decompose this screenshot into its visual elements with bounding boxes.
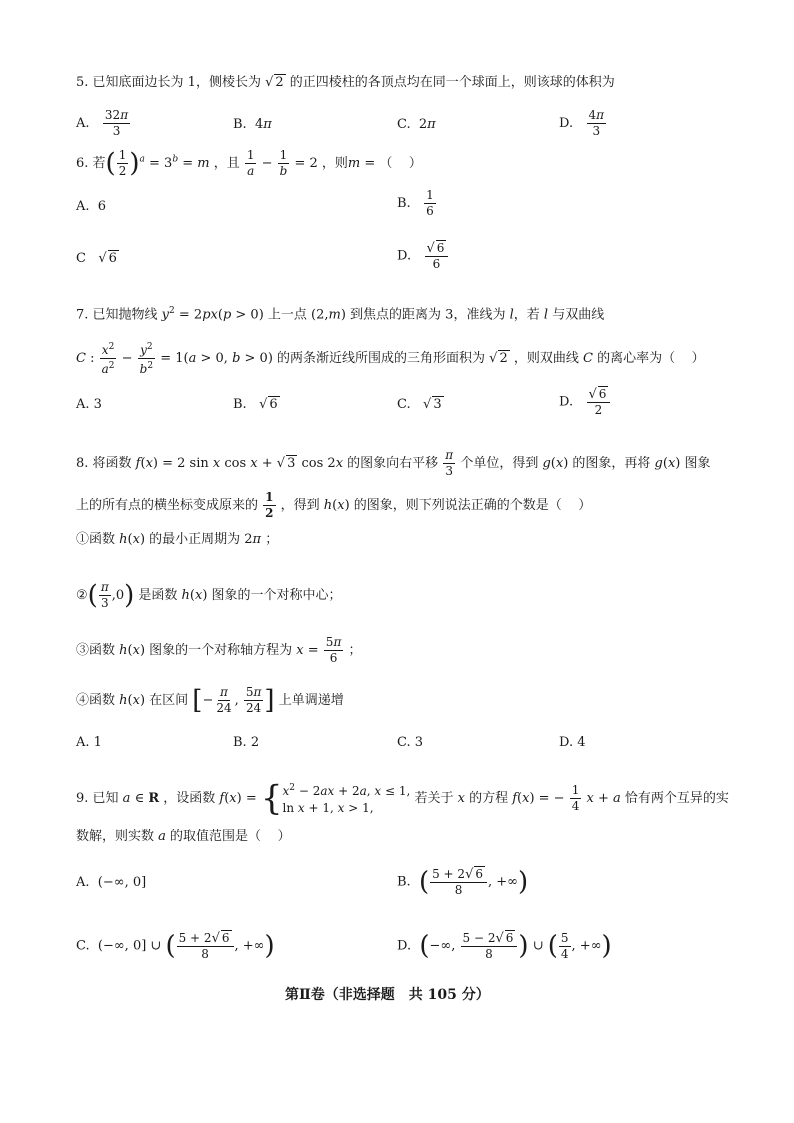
q8-item-4: ④函数 h(x) 在区间 [− $\frac{\pi}{24}$ , $\frac{5\pi}{24}$ ] 上单调递增: [76, 685, 344, 716]
q9-option-d: D. (−∞, $\frac{5 - 2√ 6}{8}$ ) ∪ ( $\frac{5}{4}$ , +∞): [397, 930, 612, 961]
q6-stem: 6. 若( $\frac{1}{2}$ )$^a = 3^b = m$ ，且 $\frac{1}{a}$ − $\frac{1}{b}$ = 2 ，则m = （ ）: [76, 148, 422, 179]
q8-stem-line2: 上的所有点的横坐标变成原来的 $\frac{1}{2}$ ，得到 h(x) 的图象，则下列说法正确的个数是（ ）: [76, 490, 592, 520]
q6-option-c: C √ 6: [76, 251, 117, 266]
q8-option-c: C. 3: [397, 735, 424, 750]
q8-item-1: ①函数 h(x) 的最小正周期为 2π ；: [76, 532, 279, 547]
q6-option-d: D. $\frac{√ 6}{6}$: [397, 240, 449, 272]
q9-stem-line1: 9. 已知 a ∈ R ，设函数 f(x) = { $x^2 - 2ax + 2a$, x ≤ 1, ln x + 1, x > 1, 若关于 x 的方程 f(x) = − $\frac{1}{4}$ x + a 恰有两个互异的实: [76, 778, 729, 819]
q5-option-c: C. 2π: [397, 117, 436, 132]
q6-option-b: B. $\frac{1}{6}$: [397, 188, 434, 218]
q9-stem-line2: 数解，则实数 a 的取值范围是（ ）: [76, 829, 291, 844]
q5-option-d: D. $\frac{4\pi}{3}$: [559, 108, 605, 138]
q5-stem: 5. 已知底面边长为 1，侧棱长为 √ 2 的正四棱柱的各顶点均在同一个球面上，则该球的体积为: [76, 75, 615, 90]
q9-option-b: B. ( $\frac{5 + 2√ 6}{8}$ , +∞): [397, 867, 529, 897]
q8-item-3: ③函数 h(x) 图象的一个对称轴方程为 x = $\frac{5\pi}{6}$ ；: [76, 635, 362, 665]
q6-option-a: A. 6: [76, 199, 107, 214]
q8-option-a: A. 1: [76, 735, 102, 750]
q8-option-d: D. 4: [559, 735, 586, 750]
q7-option-c: C. √ 3: [397, 397, 442, 412]
section-title: 第Ⅱ卷（非选择题 共 105 分）: [285, 987, 490, 1003]
q8-item-2: ②( $\frac{\pi}{3}$ ,0) 是函数 h(x) 图象的一个对称中心；: [76, 580, 342, 611]
q5-option-b: B. 4π: [233, 117, 272, 132]
q8-stem-line1: 8. 将函数 f(x) = 2 sin x cos x + √ 3 cos 2x 的图象向右平移 $\frac{\pi}{3}$ 个单位，得到 g(x) 的图象，再将 g(x) 图象: [76, 448, 711, 478]
q7-stem-line1: 7. 已知抛物线 $y^2 = 2px(p > 0)$ 上一点 (2,m) 到焦点的距离为 3，准线为 l，若 l 与双曲线: [76, 306, 605, 323]
q8-option-b: B. 2: [233, 735, 260, 750]
q9-option-c: C. (−∞, 0] ∪ ( $\frac{5 + 2√ 6}{8}$ , +∞): [76, 931, 275, 961]
q7-stem-line2: C : $\frac{x^2}{a^2}$ − $\frac{y^2}{b^2}$ = 1(a > 0, b > 0) 的两条渐近线所围成的三角形面积为 √ 2 ，则双曲线 C 的离心率为（ ）: [76, 342, 705, 376]
q7-option-a: A. 3: [76, 397, 102, 412]
q5-option-a: A. $\frac{32\pi}{3}$: [76, 108, 129, 138]
q7-option-b: B. √ 6: [233, 397, 278, 412]
q9-option-a: A. (−∞, 0]: [76, 875, 147, 890]
q7-option-d: D. $\frac{√ 6}{2}$: [559, 386, 611, 418]
